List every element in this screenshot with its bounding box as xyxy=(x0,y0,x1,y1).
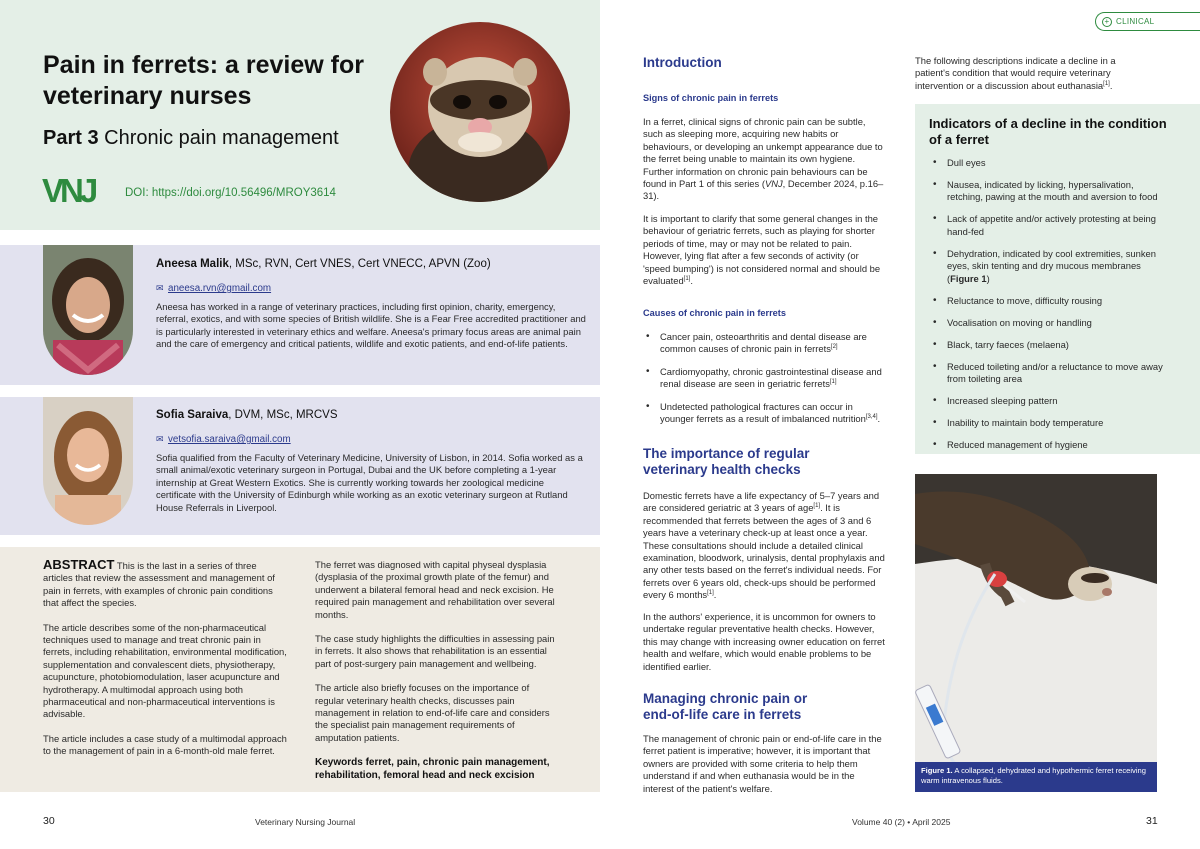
author-name-malik: Aneesa Malik, MSc, RVN, Cert VNES, Cert VNECC, APVN (Zoo) xyxy=(156,258,491,270)
bullet-separator: • xyxy=(907,817,911,827)
paragraph-health-checks-2: In the authors' experience, it is uncommon for owners to undertake regular preventative health checks. However, this may change with increasing owner education on ferret health and welfare, which would enable problems to be identified earlier. xyxy=(643,611,885,672)
list-item: • Reduced toileting and/or a reluctance to move away from toileting area xyxy=(930,361,1170,386)
author-email-row-malik xyxy=(156,278,271,296)
volume-date: Volume 40 (2) • April 2025 xyxy=(852,817,951,827)
vnj-logo-text: VNJ xyxy=(42,174,95,204)
page-number-right: 31 xyxy=(1146,815,1158,827)
envelope-icon: ✉ xyxy=(156,283,164,293)
abstract-paragraph: The article describes some of the non-pharmaceutical techniques used to manage and treat chronic pain in ferrets, including rehabilitation, environmental modification, supplementation and convalescent diets, physiotherapy, acupuncture, photobiomodulation, laser acupuncture and hydrotherapy. A multimodal approach using both pharmaceutical and non-pharmaceutical interventions is advisable. xyxy=(43,621,287,720)
envelope-icon: ✉ xyxy=(156,434,164,444)
part-label: Part 3 xyxy=(43,127,99,149)
plus-circle-icon: + xyxy=(1102,17,1112,27)
author-email-malik[interactable]: aneesa.rvn@gmail.com xyxy=(168,283,272,294)
heading-signs: Signs of chronic pain in ferrets xyxy=(643,93,779,103)
list-item: • Cardiomyopathy, chronic gastrointestinal disease and renal disease are seen in geriatric ferrets[1] xyxy=(643,366,885,391)
list-item: • Cancer pain, osteoarthritis and dental disease are common causes of chronic pain in ferrets[2] xyxy=(643,331,885,356)
abstract-paragraph: ABSTRACT This is the last in a series of three articles that review the assessment and management of pain in ferrets, with examples of chronic pain conditions that affect the species. xyxy=(43,557,275,609)
author-bio-malik: Aneesa has worked in a range of veterinary practices, including first opinion, charity, emergency, referral, exotics, and with some species of British wildlife. She is a Fear Free accredited practitioner and is particularly interested in veterinary ethics and welfare. Aneesa's primary focus areas are animal pain and the care of emergency and critical patients, wildlife and exotic patients, and end-of-life patients. xyxy=(156,301,586,350)
heading-end-of-life: Managing chronic pain or end-of-life care in ferrets xyxy=(643,691,808,722)
list-item: • Undetected pathological fractures can occur in younger ferrets as a result of imbalanced nutrition[3,4]. xyxy=(643,401,885,426)
article-title: Pain in ferrets: a review for veterinary nurses xyxy=(43,51,364,110)
list-item: • Increased sleeping pattern xyxy=(930,395,1170,407)
list-item: • Lack of appetite and/or actively protesting at being hand-fed xyxy=(930,213,1170,238)
heading-introduction: Introduction xyxy=(643,55,722,70)
abstract-paragraph: The case study highlights the difficulties in assessing pain in ferrets. It also shows that rehabilitation is an essential part of post-surgery pain management and wellbeing. xyxy=(315,633,555,669)
paragraph-health-checks-1: Domestic ferrets have a life expectancy of 5–7 years and are considered geriatric at 3 years of age[1]. It is recommended that ferrets between the ages of 3 and 6 years have a veterinary check-up at least once a year. These consultations should include a detailed clinical examination, bloodwork, urinalysis, dental prophylaxis and any other tests based on the ferret's individual needs. For ferrets over 6 years old, check-ups should be performed every 6 months[1]. xyxy=(643,490,885,601)
list-item: • Black, tarry faeces (melaena) xyxy=(930,339,1170,351)
article-subtitle xyxy=(43,127,339,150)
list-item: • Inability to maintain body temperature xyxy=(930,417,1170,429)
figure-reference[interactable]: Figure 1 xyxy=(950,272,987,284)
author-email-row-saraiva xyxy=(156,429,291,447)
abstract-paragraph: The article includes a case study of a multimodal approach to the management of pain in a 6-month-old male ferret. xyxy=(43,732,287,757)
list-item: • Dehydration, indicated by cool extremities, sunken eyes, skin tenting and dry mucous membranes (Figure 1) xyxy=(930,248,1170,285)
figure-1-caption: Figure 1. A collapsed, dehydrated and hypothermic ferret receiving warm intravenous fluids. xyxy=(915,762,1157,792)
figure-1-image xyxy=(915,474,1157,764)
abstract-column-left xyxy=(43,559,288,770)
author-photo-saraiva xyxy=(43,397,133,525)
list-item: • Vocalisation on moving or handling xyxy=(930,317,1170,329)
doi-link[interactable]: DOI: https://doi.org/10.56496/MROY3614 xyxy=(125,187,336,199)
vnj-logo-icon xyxy=(42,174,114,204)
paragraph-signs-2: It is important to clarify that some general changes in the behaviour of geriatric ferrets, such as playing for shorter periods of time, may or may not be related to pain. However, lying flat after a few seconds of activity (or 'speed bumping') is not considered normal and should be evaluated[1]. xyxy=(643,213,881,287)
indicators-title: Indicators of a decline in the condition of a ferret xyxy=(929,116,1167,147)
indicators-list xyxy=(930,157,1170,461)
causes-list xyxy=(643,331,885,435)
abstract-column-right xyxy=(315,559,560,782)
ferret-portrait-image xyxy=(390,22,570,202)
section-tag-clinical: + CLINICAL xyxy=(1095,12,1200,31)
list-item: • Reluctance to move, difficulty rousing xyxy=(930,295,1170,307)
heading-health-checks: The importance of regular veterinary health checks xyxy=(643,446,810,477)
abstract-heading: ABSTRACT xyxy=(43,557,115,572)
list-item: • Nausea, indicated by licking, hypersalivation, retching, pawing at the mouth and aversion to food xyxy=(930,179,1170,204)
author-bio-saraiva: Sofia qualified from the Faculty of Veterinary Medicine, University of Lisbon, in 2014. Sofia worked as a small animal/exotic veterinary surgeon in Portugal, Dubai and the UK before completing a 1-year internship at Great Western Exotics. She is currently working towards her zoological medicine certificate with the University of Edinburgh while working as an exotic veterinary surgeon at Rutland House Referrals in Liverpool. xyxy=(156,452,583,513)
list-item: • Dull eyes xyxy=(930,157,1170,169)
list-item: • Reduced management of hygiene xyxy=(930,439,1170,451)
author-email-saraiva[interactable]: vetsofia.saraiva@gmail.com xyxy=(168,434,291,445)
author-photo-malik xyxy=(43,245,133,375)
paragraph-decline-lead: The following descriptions indicate a decline in a patient's condition that would require veterinary intervention or a discussion about euthanasia[1]. xyxy=(915,55,1116,91)
abstract-paragraph: The ferret was diagnosed with capital physeal dysplasia (dysplasia of the proximal growth plate of the femur) and underwent a bilateral femoral head and neck excision. He required pain management and rehabilitation over several months. xyxy=(315,559,555,620)
part-title: Chronic pain management xyxy=(104,127,339,149)
heading-causes: Causes of chronic pain in ferrets xyxy=(643,308,786,318)
paragraph-end-of-life: The management of chronic pain or end-of-life care in the ferret patient is imperative; however, it is important that owners are provided with some criteria to help them understand if and when euthanasia would be in the interest of the patient's welfare. xyxy=(643,733,882,794)
abstract-paragraph: The article also briefly focuses on the importance of regular veterinary health checks, discusses pain management in relation to end-of-life care and considers the specialist pain management requirements of amputation patients. xyxy=(315,682,550,743)
page-number-left: 30 xyxy=(43,815,55,827)
keywords: Keywords ferret, pain, chronic pain management, rehabilitation, femoral head and neck excision xyxy=(315,757,550,782)
journal-name: Veterinary Nursing Journal xyxy=(255,817,356,827)
paragraph-signs-1: In a ferret, clinical signs of chronic pain can be subtle, such as sleeping more, acquiring new habits or behaviours, or developing an unkempt appearance due to the ferret being unable to maintain its own hygiene. Further information on chronic pain behaviours can be found in Part 1 of this series (VNJ, December 2024, p.16–31). xyxy=(643,116,884,202)
author-name-saraiva: Sofia Saraiva, DVM, MSc, MRCVS xyxy=(156,409,338,421)
